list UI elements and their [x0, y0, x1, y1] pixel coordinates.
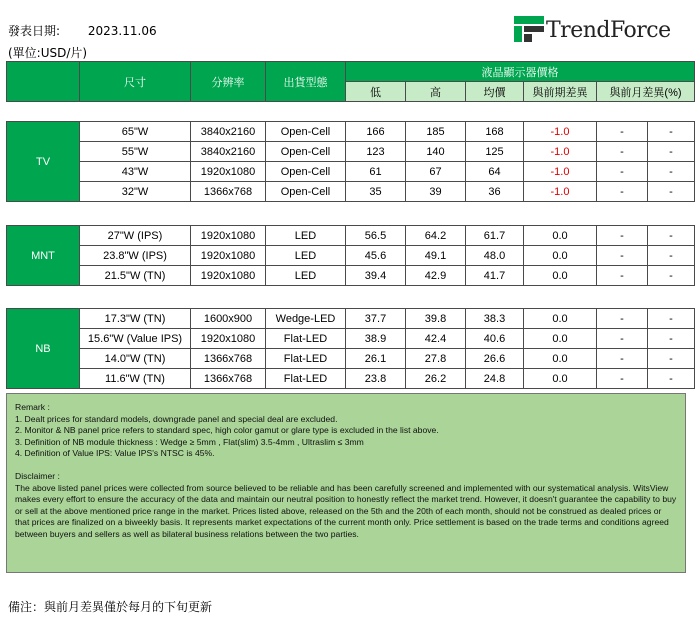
cell-avg: 38.3 — [466, 309, 524, 329]
cell-avg: 24.8 — [466, 369, 524, 389]
cell-low: 123 — [346, 142, 406, 162]
cell-size: 55"W — [80, 142, 191, 162]
cell-diff-period: 0.0 — [524, 349, 597, 369]
cell-low: 26.1 — [346, 349, 406, 369]
cell-size: 43"W — [80, 162, 191, 182]
remark-item: 4. Definition of Value IPS: Value IPS's NTSC is 45%. — [15, 448, 215, 459]
cell-low: 23.8 — [346, 369, 406, 389]
cell-size: 32"W — [80, 182, 191, 202]
cell-type: Flat-LED — [266, 349, 346, 369]
cell-diff-month-pct: - — [648, 162, 695, 182]
cell-diff-month: - — [597, 369, 648, 389]
remarks-box — [6, 393, 686, 573]
header-avg: 均價 — [466, 82, 524, 102]
footnote: 備注：與前月差異僅於每月的下旬更新 — [8, 600, 213, 614]
header-low: 低 — [346, 82, 406, 102]
cell-low: 38.9 — [346, 329, 406, 349]
price-table-header — [6, 61, 695, 102]
table-row — [7, 309, 695, 329]
tv-table — [6, 121, 695, 202]
cell-high: 42.9 — [406, 266, 466, 286]
cell-type: Wedge-LED — [266, 309, 346, 329]
trendforce-logo-icon — [514, 16, 544, 42]
table-row — [7, 182, 695, 202]
cell-avg: 168 — [466, 122, 524, 142]
cell-size: 27"W (IPS) — [80, 226, 191, 246]
header-diff-period: 與前期差異 — [524, 82, 597, 102]
cell-diff-month: - — [597, 329, 648, 349]
cell-high: 185 — [406, 122, 466, 142]
cell-avg: 40.6 — [466, 329, 524, 349]
table-row — [7, 142, 695, 162]
cell-resolution: 1600x900 — [191, 309, 266, 329]
date-value: 2023.11.06 — [87, 24, 157, 38]
cell-high: 140 — [406, 142, 466, 162]
cell-low: 37.7 — [346, 309, 406, 329]
table-row — [7, 122, 695, 142]
cell-high: 27.8 — [406, 349, 466, 369]
table-row — [7, 162, 695, 182]
table-row — [7, 226, 695, 246]
remark-item: 2. Monitor & NB panel price refers to standard spec, high color gamut or glare type is excluded in the list above. — [15, 425, 439, 436]
header-blank — [7, 62, 80, 102]
cell-avg: 41.7 — [466, 266, 524, 286]
cell-diff-period: 0.0 — [524, 329, 597, 349]
date-label: 發表日期: — [8, 24, 61, 38]
cell-diff-period: 0.0 — [524, 369, 597, 389]
cell-diff-month-pct: - — [648, 266, 695, 286]
table-row — [7, 349, 695, 369]
cell-diff-month-pct: - — [648, 182, 695, 202]
cell-diff-month: - — [597, 349, 648, 369]
trendforce-logo — [514, 16, 694, 44]
cell-type: Flat-LED — [266, 369, 346, 389]
header-type: 出貨型態 — [266, 62, 346, 102]
cell-diff-period: -1.0 — [524, 162, 597, 182]
table-row — [7, 266, 695, 286]
cell-diff-period: -1.0 — [524, 122, 597, 142]
cell-avg: 48.0 — [466, 246, 524, 266]
cell-high: 26.2 — [406, 369, 466, 389]
cell-high: 42.4 — [406, 329, 466, 349]
cell-type: LED — [266, 266, 346, 286]
cell-size: 65"W — [80, 122, 191, 142]
logo-text: TrendForce — [546, 18, 671, 43]
cell-diff-period: 0.0 — [524, 309, 597, 329]
cell-diff-month: - — [597, 182, 648, 202]
header-diff-month: 與前月差異(%) — [597, 82, 695, 102]
header-size: 尺寸 — [80, 62, 191, 102]
cell-low: 39.4 — [346, 266, 406, 286]
group-label-mnt: MNT — [7, 226, 80, 286]
cell-diff-month: - — [597, 226, 648, 246]
cell-avg: 26.6 — [466, 349, 524, 369]
cell-resolution: 1366x768 — [191, 349, 266, 369]
cell-diff-month-pct: - — [648, 309, 695, 329]
cell-diff-month: - — [597, 246, 648, 266]
table-row — [7, 246, 695, 266]
cell-high: 39 — [406, 182, 466, 202]
cell-resolution: 1920x1080 — [191, 226, 266, 246]
cell-high: 64.2 — [406, 226, 466, 246]
cell-diff-month-pct: - — [648, 369, 695, 389]
cell-diff-month: - — [597, 309, 648, 329]
cell-size: 21.5"W (TN) — [80, 266, 191, 286]
unit-label: (單位:USD/片) — [8, 46, 88, 60]
cell-type: Open-Cell — [266, 182, 346, 202]
cell-diff-period: -1.0 — [524, 182, 597, 202]
cell-type: Flat-LED — [266, 329, 346, 349]
publish-date — [8, 22, 157, 39]
table-row — [7, 369, 695, 389]
nb-table — [6, 308, 695, 389]
cell-avg: 125 — [466, 142, 524, 162]
cell-avg: 64 — [466, 162, 524, 182]
cell-diff-month-pct: - — [648, 329, 695, 349]
cell-high: 39.8 — [406, 309, 466, 329]
cell-diff-month: - — [597, 142, 648, 162]
header-price-group: 液晶顯示器價格 — [346, 62, 695, 82]
header-high: 高 — [406, 82, 466, 102]
cell-resolution: 1920x1080 — [191, 329, 266, 349]
cell-diff-month: - — [597, 162, 648, 182]
cell-type: Open-Cell — [266, 162, 346, 182]
cell-type: LED — [266, 226, 346, 246]
cell-size: 14.0"W (TN) — [80, 349, 191, 369]
cell-avg: 36 — [466, 182, 524, 202]
cell-diff-period: 0.0 — [524, 246, 597, 266]
cell-type: Open-Cell — [266, 142, 346, 162]
cell-diff-month-pct: - — [648, 122, 695, 142]
cell-low: 56.5 — [346, 226, 406, 246]
cell-low: 166 — [346, 122, 406, 142]
cell-size: 17.3"W (TN) — [80, 309, 191, 329]
cell-high: 49.1 — [406, 246, 466, 266]
cell-resolution: 1920x1080 — [191, 162, 266, 182]
remark-item: 1. Dealt prices for standard models, downgrade panel and special deal are excluded. — [15, 413, 338, 424]
cell-diff-month-pct: - — [648, 142, 695, 162]
disclaimer-title: Disclaimer : — [15, 470, 60, 481]
cell-size: 23.8"W (IPS) — [80, 246, 191, 266]
cell-diff-period: -1.0 — [524, 142, 597, 162]
cell-size: 15.6"W (Value IPS) — [80, 329, 191, 349]
cell-resolution: 3840x2160 — [191, 142, 266, 162]
cell-diff-month: - — [597, 266, 648, 286]
cell-low: 35 — [346, 182, 406, 202]
mnt-table — [6, 225, 695, 286]
cell-low: 61 — [346, 162, 406, 182]
cell-diff-period: 0.0 — [524, 226, 597, 246]
cell-resolution: 3840x2160 — [191, 122, 266, 142]
cell-type: Open-Cell — [266, 122, 346, 142]
group-label-tv: TV — [7, 122, 80, 202]
cell-diff-month: - — [597, 122, 648, 142]
cell-type: LED — [266, 246, 346, 266]
cell-avg: 61.7 — [466, 226, 524, 246]
table-row — [7, 329, 695, 349]
cell-resolution: 1920x1080 — [191, 266, 266, 286]
cell-low: 45.6 — [346, 246, 406, 266]
cell-diff-month-pct: - — [648, 226, 695, 246]
group-label-nb: NB — [7, 309, 80, 389]
cell-diff-period: 0.0 — [524, 266, 597, 286]
cell-resolution: 1366x768 — [191, 369, 266, 389]
cell-resolution: 1920x1080 — [191, 246, 266, 266]
cell-diff-month-pct: - — [648, 246, 695, 266]
cell-high: 67 — [406, 162, 466, 182]
disclaimer-text: The above listed panel prices were collected from source believed to be reliable and has been carefully screened and implemented with our systematical analysis. WitsView makes every effort to ensure the accuracy of the data and maintain our neutral position to honestly reflect the market trend. However, it doesn't guarantee the capability to buy or sell at the above mentioned price range in the market. Prices listed above, released on the 5th and the 20th of each month, should not be construed as dealed prices or that prices are finalized on a biweekly basis. It represents market expectations of the current month only. Price settlement is based on the trade terms and conditions agreed between buyers and sellers as well as bilateral business relations between the two parties. — [15, 482, 677, 539]
cell-resolution: 1366x768 — [191, 182, 266, 202]
header-resolution: 分辨率 — [191, 62, 266, 102]
cell-diff-month-pct: - — [648, 349, 695, 369]
remarks-title: Remark : — [15, 402, 50, 412]
cell-size: 11.6"W (TN) — [80, 369, 191, 389]
remark-item: 3. Definition of NB module thickness : Wedge ≥ 5mm , Flat(slim) 3.5-4mm , Ultraslim ≤ 3mm — [15, 436, 364, 447]
